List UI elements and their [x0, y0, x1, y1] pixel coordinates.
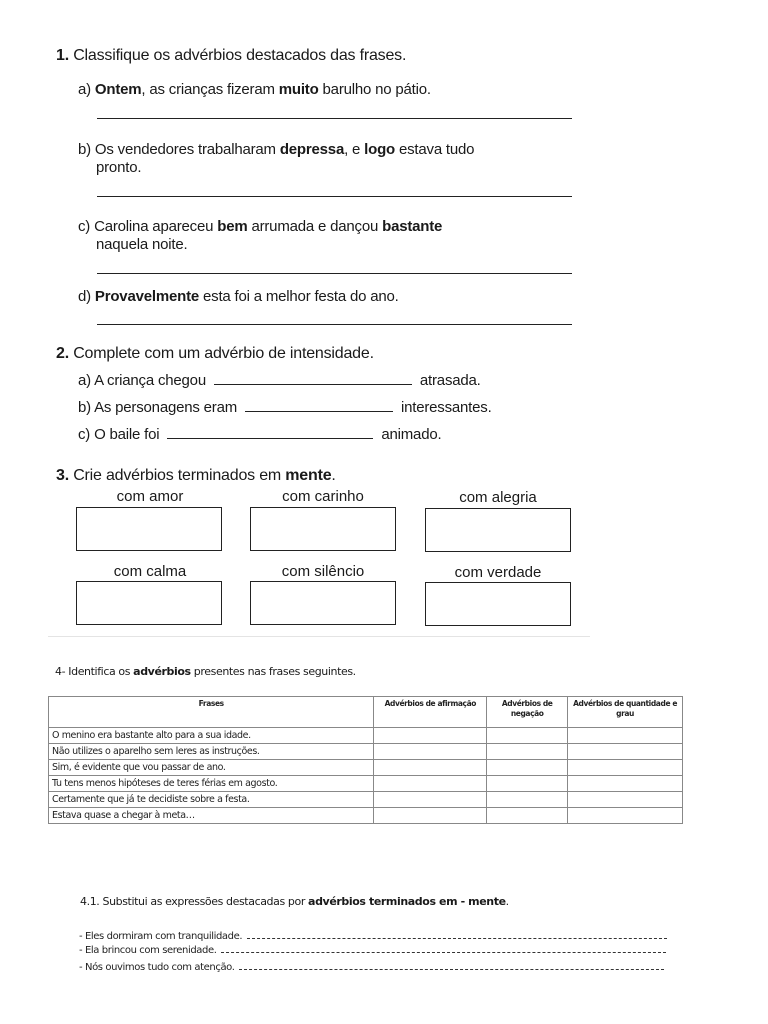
q2-item-c-after: animado. — [381, 426, 442, 443]
q41-line-2-text: - Ela brincou com serenidade. — [79, 945, 217, 956]
q1-answer-line-a[interactable] — [97, 118, 572, 119]
row-sentence: Sim, é evidente que vou passar de ano. — [49, 760, 374, 776]
q2-item-b-before: b) As personagens eram — [78, 399, 238, 416]
quantidade-grau-cell[interactable] — [568, 776, 683, 792]
sentence-text: esta foi a melhor festa do ano. — [199, 288, 399, 305]
afirmacao-cell[interactable] — [374, 728, 487, 744]
row-sentence: Não utilizes o aparelho sem leres as instruções. — [49, 744, 374, 760]
afirmacao-cell[interactable] — [374, 792, 487, 808]
quantidade-grau-cell[interactable] — [568, 728, 683, 744]
q4-intro-pre: 4- Identifica os — [55, 665, 134, 678]
scan-edge-line — [48, 636, 590, 637]
highlighted-adverb: Ontem — [94, 81, 142, 98]
q2-item-c — [78, 424, 441, 444]
quantidade-grau-cell[interactable] — [568, 808, 683, 824]
q2-title-text: Complete com um advérbio de intensidade. — [73, 345, 374, 362]
q3-answer-box-amor[interactable] — [76, 507, 222, 551]
q4-intro — [55, 665, 356, 678]
q3-number: 3. — [56, 467, 69, 484]
q1-answer-line-d[interactable] — [97, 324, 572, 325]
q3-answer-box-carinho[interactable] — [250, 507, 396, 551]
q1-item-d — [78, 287, 399, 306]
q3-title-pre: Crie advérbios terminados em — [73, 467, 286, 484]
row-sentence: O menino era bastante alto para a sua idade. — [49, 728, 374, 744]
table-row — [49, 808, 683, 824]
afirmacao-cell[interactable] — [374, 808, 487, 824]
highlighted-adverb: bem — [217, 218, 248, 235]
table-row — [49, 792, 683, 808]
afirmacao-cell[interactable] — [374, 760, 487, 776]
sentence-text: , as crianças fizeram — [141, 81, 279, 98]
q3-label-alegria: com alegria — [459, 489, 537, 506]
negacao-cell[interactable] — [487, 808, 568, 824]
q41-line-3-text: - Nós ouvimos tudo com atenção. — [79, 962, 235, 973]
q1-title-text: Classifique os advérbios destacados das frases. — [73, 47, 407, 64]
adverbs-table — [48, 696, 683, 824]
q1-item-letter: a) — [78, 81, 91, 98]
q41-blank-3[interactable] — [239, 959, 664, 970]
q2-number: 2. — [56, 345, 69, 362]
q3-label-carinho: com carinho — [282, 488, 364, 505]
q1-number: 1. — [56, 47, 69, 64]
q1-item-c — [78, 217, 442, 236]
q4-intro-bold: advérbios — [133, 665, 191, 678]
q41-line-1 — [79, 928, 667, 942]
sentence-text: estava tudo — [395, 141, 475, 158]
q1-item-letter: b) — [78, 141, 91, 158]
q2-item-b — [78, 397, 492, 417]
q2-title — [56, 345, 374, 363]
q2-item-c-before: c) O baile foi — [78, 426, 160, 443]
q41-line-2 — [79, 942, 666, 956]
negacao-cell[interactable] — [487, 760, 568, 776]
q3-answer-box-verdade[interactable] — [425, 582, 571, 626]
q2-item-a — [78, 370, 481, 390]
q41-blank-1[interactable] — [247, 928, 667, 939]
q41-intro — [80, 895, 509, 908]
q2-blank-a[interactable] — [214, 370, 412, 385]
q41-blank-2[interactable] — [221, 942, 666, 953]
highlighted-adverb: bastante — [382, 218, 443, 235]
q41-intro-pre: 4.1. Substitui as expressões destacadas por — [80, 895, 309, 908]
sentence-text: barulho no pátio. — [318, 81, 431, 98]
q3-label-calma: com calma — [113, 563, 187, 580]
q1-item-a — [78, 80, 431, 99]
q41-intro-post: . — [505, 895, 509, 908]
q41-line-3 — [79, 959, 664, 973]
q41-intro-bold: advérbios terminados em - mente — [308, 895, 506, 908]
q1-answer-line-c[interactable] — [97, 273, 572, 274]
table-row — [49, 728, 683, 744]
table-header-row — [49, 697, 683, 728]
negacao-cell[interactable] — [487, 792, 568, 808]
table-row — [49, 776, 683, 792]
table-row — [49, 760, 683, 776]
q1-item-letter: c) — [78, 218, 91, 235]
sentence-text: arrumada e dançou — [247, 218, 383, 235]
afirmacao-cell[interactable] — [374, 744, 487, 760]
negacao-cell[interactable] — [487, 744, 568, 760]
q3-answer-box-alegria[interactable] — [425, 508, 571, 552]
row-sentence: Estava quase a chegar à meta… — [49, 808, 374, 824]
row-sentence: Certamente que já te decidiste sobre a festa. — [49, 792, 374, 808]
quantidade-grau-cell[interactable] — [568, 760, 683, 776]
q3-answer-box-silencio[interactable] — [250, 581, 396, 625]
q1-item-b-line2: pronto. — [96, 159, 142, 176]
q1-answer-line-b[interactable] — [97, 196, 572, 197]
sentence-text: Os vendedores trabalharam — [94, 141, 280, 158]
q1-item-b — [78, 140, 474, 159]
afirmacao-cell[interactable] — [374, 776, 487, 792]
highlighted-adverb: depressa — [279, 141, 345, 158]
q3-answer-box-calma[interactable] — [76, 581, 222, 625]
q3-label-amor: com amor — [116, 488, 184, 505]
highlighted-adverb: logo — [364, 141, 395, 158]
highlighted-adverb: muito — [278, 81, 319, 98]
q3-title-bold: mente — [285, 467, 332, 484]
q1-item-letter: d) — [78, 288, 91, 305]
q2-blank-b[interactable] — [245, 397, 393, 412]
table-row — [49, 744, 683, 760]
row-sentence: Tu tens menos hipóteses de teres férias em agosto. — [49, 776, 374, 792]
highlighted-adverb: Provavelmente — [94, 288, 200, 305]
q2-item-a-before: a) A criança chegou — [78, 372, 206, 389]
q2-item-b-after: interessantes. — [400, 399, 492, 416]
q3-title-post: . — [331, 467, 336, 484]
q3-label-verdade: com verdade — [454, 564, 542, 581]
header-afirmacao: Advérbios de afirmação — [374, 697, 487, 728]
sentence-text: , e — [344, 141, 365, 158]
negacao-cell[interactable] — [487, 728, 568, 744]
sentence-text: Carolina apareceu — [94, 218, 218, 235]
q2-blank-c[interactable] — [167, 424, 373, 439]
q41-line-1-text: - Eles dormiram com tranquilidade. — [79, 931, 243, 942]
header-quantidade-grau: Advérbios de quantidade e grau — [568, 697, 683, 728]
header-frases: Frases — [49, 697, 374, 728]
header-negacao: Advérbios de negação — [487, 697, 568, 728]
q2-item-a-after: atrasada. — [419, 372, 481, 389]
negacao-cell[interactable] — [487, 776, 568, 792]
q3-title — [56, 467, 336, 485]
q1-item-c-line2: naquela noite. — [96, 236, 188, 253]
quantidade-grau-cell[interactable] — [568, 792, 683, 808]
q1-title — [56, 47, 406, 65]
q4-intro-post: presentes nas frases seguintes. — [190, 665, 356, 678]
q3-label-silencio: com silêncio — [281, 563, 365, 580]
quantidade-grau-cell[interactable] — [568, 744, 683, 760]
